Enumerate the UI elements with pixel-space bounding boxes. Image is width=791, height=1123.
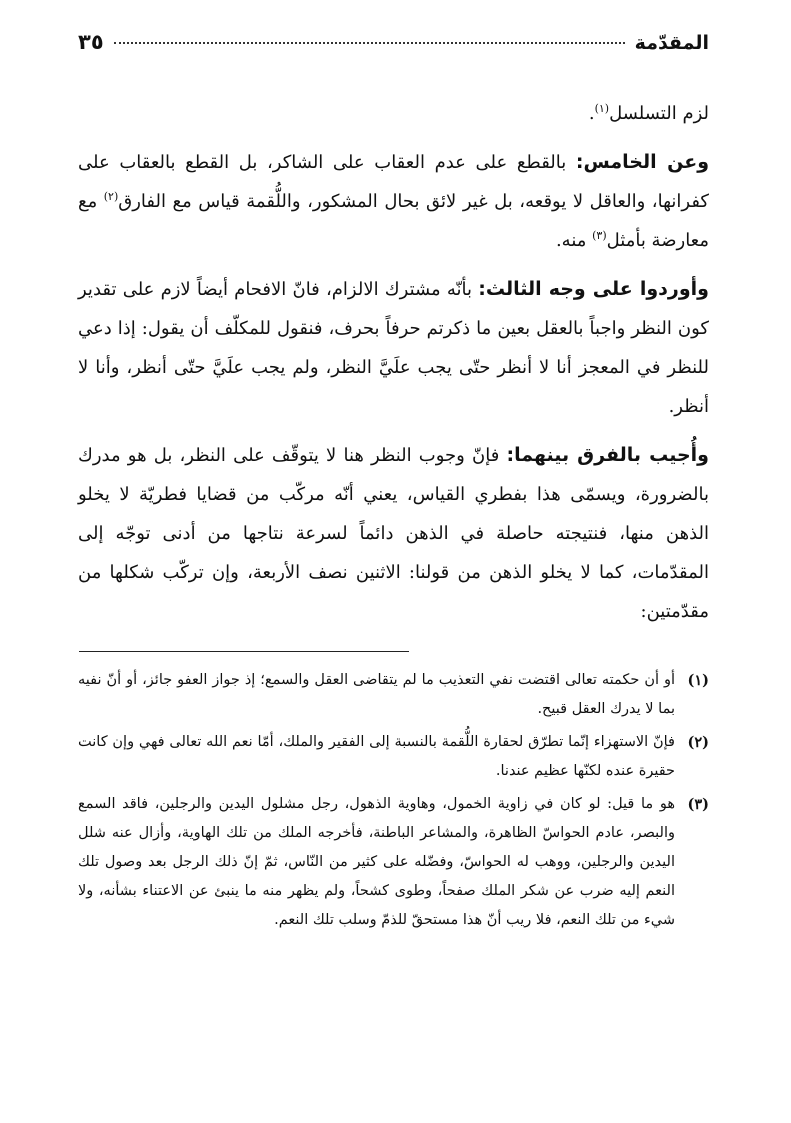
paragraph-text: بالقطع على عدم العقاب على الشاكر، بل القطع بالعقاب على كفرانها، والعاقل لا يوقعه، بل غير لائق بحال المشكور، واللُّقمة قياس مع الفارق xyxy=(78,152,709,212)
dotted-leader xyxy=(114,42,625,44)
footnote-separator xyxy=(79,651,409,652)
paragraph-text: لزم التسلسل xyxy=(609,103,709,124)
footnote-number: (٢) xyxy=(687,734,709,751)
paragraph-1 xyxy=(78,94,709,133)
paragraph-lead: وأوردوا على وجه الثالث: xyxy=(478,278,709,300)
running-head xyxy=(78,30,709,64)
paragraph-text: بأنّه مشترك الالزام، فانّ الافحام أيضاً لازم على تقدير كون النظر واجباً بالعقل بعين ما ذكرتم حرفاً بحرف، فنقول للمكلّف أن يقول: إذا دعي للنظر في المعجز أنا لا أنظر حتّى يجب علَيَّ النظر، ولم يجب علَيَّ حتّى أنظر، وأنا لا أنظر. xyxy=(78,279,709,417)
footnote-ref-1[interactable]: (١) xyxy=(594,102,610,115)
paragraph-4 xyxy=(78,436,709,631)
paragraph-lead: وعن الخامس: xyxy=(575,151,710,173)
footnote-number: (٣) xyxy=(687,796,709,813)
footnote-ref-3[interactable]: (٣) xyxy=(592,229,607,242)
paragraph-3 xyxy=(78,270,709,426)
paragraph-2 xyxy=(78,143,709,260)
running-title: المقدّمة xyxy=(634,32,709,54)
footnote-ref-2[interactable]: (٢) xyxy=(103,190,119,203)
paragraph-tail: . xyxy=(588,103,595,124)
footnote-text: أو أن حكمته تعالى اقتضت نفي التعذيب ما لم يتقاضى العقل والسمع؛ إذ جواز العفو جائز، أو أنّ نفيه بما لا يدرك العقل قبيح. xyxy=(78,672,675,717)
paragraph-tail: مع معارضة بأمثل xyxy=(78,191,709,251)
paragraph-tail-2: منه. xyxy=(555,230,593,251)
footnote-text: فإنّ الاستهزاء إنّما تطرّق لحقارة اللُّقمة بالنسبة إلى الفقير والملك، أمّا نعم الله تعالى فهي وإن كانت حقيرة عنده لكنّها عظيم عندنا. xyxy=(78,734,675,779)
footnotes xyxy=(78,666,709,935)
footnote-text: هو ما قيل: لو كان في زاوية الخمول، وهاوية الذهول، رجل مشلول اليدين والرجلين، فاقد السمع والبصر، عادم الحواسّ الظاهرة، والمشاعر الباطنة، فأخرجه الملك من تلك الهاوية، وأزال عنه شلل اليدين والرجلين، ووهب له الحواسّ، وفضّله على كثير من النّاس، ثمّ إنّ ذلك الرجل بعد وصول تلك النعم إليه ضرب عن شكر الملك صفحاً، وطوى كشحاً، ولم يظهر منه ما ينبئ عن الاعتناء بشأنه، ولا شيء من تلك النعم، فلا ريب أنّ هذا مستحقّ للذمّ وسلب تلك النعم. xyxy=(78,796,675,928)
page-number: ٣٥ xyxy=(78,30,104,54)
paragraph-text: فإنّ وجوب النظر هنا لا يتوقّف على النظر، بل هو مدرك بالضرورة، ويسمّى هذا بفطري القياس، يعني أنّه مركّب من قضايا فطريّة لا يخلو الذهن منها، فنتيجته حاصلة في الذهن دائماً لسرعة نتاجها من أدنى توجّه إلى المقدّمات، كما لا يخلو الذهن من قولنا: الاثنين نصف الأربعة، وإن تركّب شكلها من مقدّمتين: xyxy=(78,445,709,622)
footnote-2 xyxy=(78,728,709,786)
main-text xyxy=(78,94,709,631)
paragraph-lead: وأُجيب بالفرق بينهما: xyxy=(506,444,709,466)
footnote-1 xyxy=(78,666,709,724)
footnote-number: (١) xyxy=(687,672,709,689)
footnote-3 xyxy=(78,790,709,935)
